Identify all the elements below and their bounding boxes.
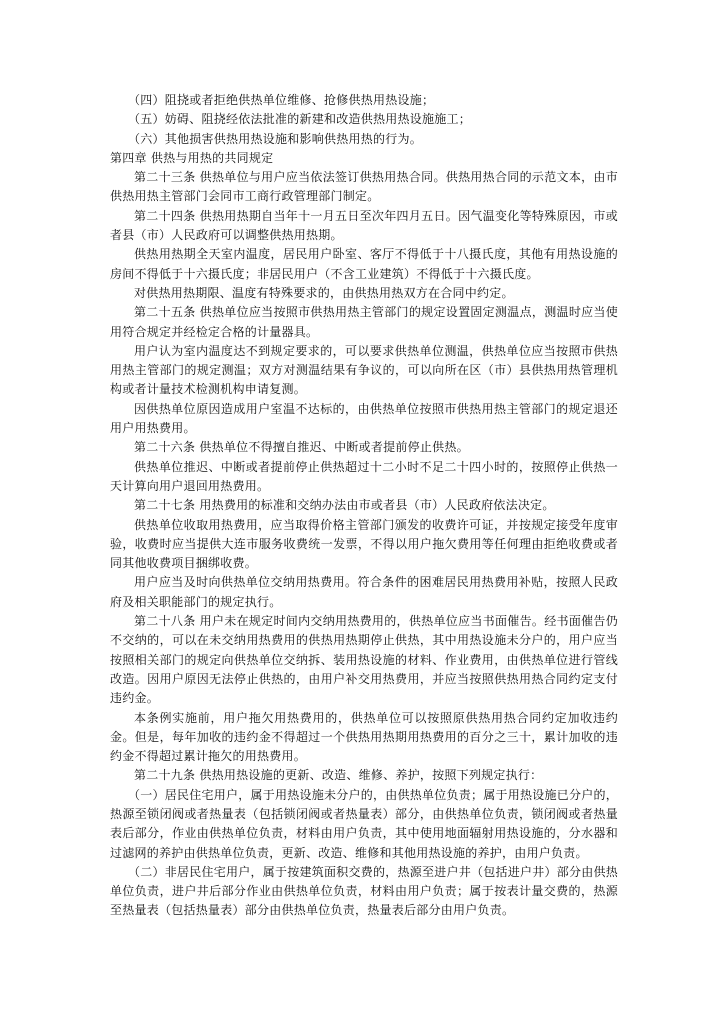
chapter-heading: 第四章 供热与用热的共同规定 (110, 150, 274, 165)
document-paragraph: （二）非居民住宅用户，属于按建筑面积交费的，热源至进户井（包括进户井）部分由供热单位负责，进户井后部分作业由供热单位负责，材料由用户负责；属于按表计量交费的，热源至热量表（包括热量表）部分由供热单位负责，热量表后部分由用户负责。 (110, 864, 619, 918)
document-paragraph: 供热单位推迟、中断或者提前停止供热超过十二小时不足二十四小时的，按照停止供热一天计算向用户退回用热费用。 (110, 459, 618, 493)
document-paragraph: 第二十七条 用热费用的标准和交纳办法由市或者县（市）人民政府依法决定。 (134, 498, 555, 513)
document-paragraph: 对供热用热期限、温度有特殊要求的，由供热用热双方在合同中约定。 (134, 285, 514, 300)
document-paragraph: 供热单位收取用热费用，应当取得价格主管部门颁发的收费许可证，并按规定接受年度审验，收费时应当提供大连市服务收费统一发票，不得以用户拖欠费用等任何理由拒绝收费或者同其他收费项目捆绑收费。 (110, 517, 618, 571)
document-paragraph: 第二十八条 用户未在规定时间内交纳用热费用的，供热单位应当书面催告。经书面催告仍不交纳的，可以在未交纳用热费用的供热用热期停止供热，其中用热设施未分户的，用户应当按照相关部门的规定向供热单位交纳拆、装用热设施的材料、作业费用，由供热单位进行管线改造。因用户原因无法停止供热的，由用户补交用热费用，并应当按照供热用热合同约定支付违约金。 (110, 614, 618, 706)
document-paragraph: 第二十三条 供热单位与用户应当依法签订供热用热合同。供热用热合同的示范文本，由市供热用热主管部门会同市工商行政管理部门制定。 (110, 170, 618, 204)
document-body (110, 91, 618, 921)
document-paragraph: 第二十五条 供热单位应当按照市供热用热主管部门的规定设置固定测温点，测温时应当使用符合规定并经检定合格的计量器具。 (110, 305, 618, 339)
document-paragraph: 第二十九条 供热用热设施的更新、改造、维修、养护，按照下列规定执行： (134, 768, 543, 783)
document-paragraph: 第二十四条 供热用热期自当年十一月五日至次年四月五日。因气温变化等特殊原因，市或者县（市）人民政府可以调整供热用热期。 (110, 208, 618, 243)
document-paragraph: （四）阻挠或者拒绝供热单位维修、抢修供热用热设施； (128, 93, 435, 107)
document-paragraph: （五）妨碍、阻挠经依法批准的新建和改造供热用热设施施工； (128, 112, 472, 127)
document-paragraph: 本条例实施前，用户拖欠用热费用的，供热单位可以按照原供热用热合同约定加收违约金。但是，每年加收的违约金不得超过一个供热用热期用热费用的百分之三十，累计加收的违约金不得超过累计拖欠的用热费用。 (110, 710, 618, 764)
document-paragraph: 因供热单位原因造成用户室温不达标的，由供热单位按照市供热用热主管部门的规定退还用户用热费用。 (110, 401, 618, 436)
document-paragraph: 供热用热期全天室内温度，居民用户卧室、客厅不得低于十八摄氏度，其他有用热设施的房间不得低于十六摄氏度；非居民用户（不含工业建筑）不得低于十六摄氏度。 (110, 247, 618, 281)
document-paragraph: （一）居民住宅用户，属于用热设施未分户的，由供热单位负责；属于用热设施已分户的，热源至锁闭阀或者热量表（包括锁闭阀或者热量表）部分，由供热单位负责，锁闭阀或者热量表后部分，作业由供热单位负责，材料由用户负责，其中使用地面辐射用热设施的，分水器和过滤网的养护由供热单位负责，更新、改造、维修和其他用热设施的养护，由用户负责。 (110, 787, 619, 860)
document-paragraph: 第二十六条 供热单位不得擅自推迟、中断或者提前停止供热。 (134, 440, 469, 455)
document-paragraph: 用户认为室内温度达不到规定要求的，可以要求供热单位测温，供热单位应当按照市供热用热主管部门的规定测温；双方对测温结果有争议的，可以向所在区（市）县供热用热管理机构或者计量技术检测机构申请复测。 (110, 343, 618, 397)
document-paragraph: （六）其他损害供热用热设施和影响供热用热的行为。 (128, 131, 423, 146)
document-paragraph: 用户应当及时向供热单位交纳用热费用。符合条件的困难居民用热费用补贴，按照人民政府及相关职能部门的规定执行。 (110, 575, 618, 609)
